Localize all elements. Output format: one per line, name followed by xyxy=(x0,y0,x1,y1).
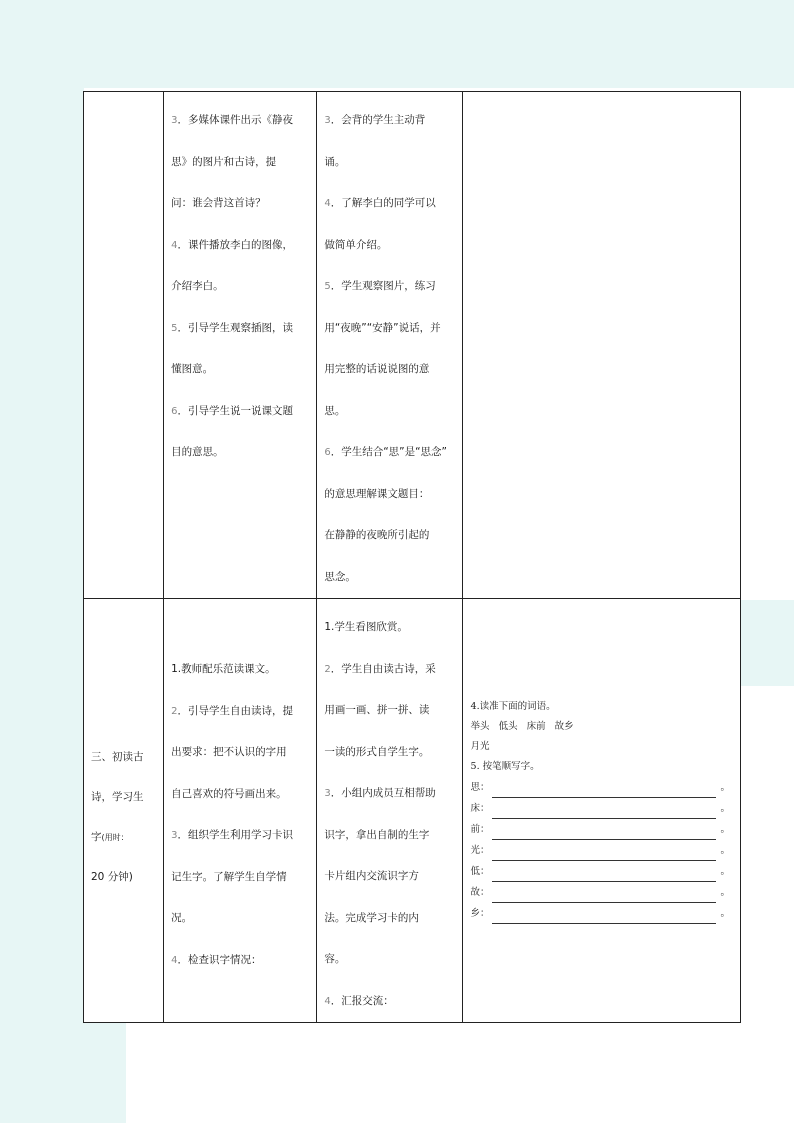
background-band-bottom xyxy=(84,1010,126,1123)
text-line xyxy=(324,898,455,940)
item-number: 5 xyxy=(171,322,178,334)
item-text: 1.教师配乐范读课文。 xyxy=(171,663,276,675)
text-line xyxy=(324,732,455,774)
item-number: 6 xyxy=(324,447,331,458)
item-text: ．检查识字情况： xyxy=(177,953,262,966)
table-row xyxy=(84,599,741,1023)
item-text: ．引导学生自由读诗，提 xyxy=(177,704,293,717)
character-label: 乡： xyxy=(470,908,490,919)
item-number: 4 xyxy=(171,239,178,251)
item-text: 的意思理解课文题目： xyxy=(324,487,430,500)
item-text: 懂图意。 xyxy=(171,363,214,375)
item-text: 介绍李白。 xyxy=(171,280,224,292)
end-mark: 。 xyxy=(720,782,730,793)
text-line xyxy=(171,349,310,391)
text-line xyxy=(324,225,455,267)
text-line xyxy=(324,815,455,857)
text-line xyxy=(171,898,310,940)
text-line xyxy=(171,432,310,474)
item-text: 一读的形式自学生字。 xyxy=(324,745,430,758)
text-line xyxy=(171,308,310,350)
text-line xyxy=(171,649,310,691)
end-mark: 。 xyxy=(720,824,730,835)
text-line xyxy=(171,183,310,225)
item-text: 用完整的话说说图的意 xyxy=(324,363,430,375)
writing-row xyxy=(471,819,730,840)
character-label: 床： xyxy=(470,803,490,814)
text-line xyxy=(171,774,310,816)
item-text: 法。完成学习卡的内 xyxy=(324,911,419,924)
item-number: 3 xyxy=(324,115,331,126)
item-text: 用画一画、拼一拼、读 xyxy=(324,704,430,716)
item-text: ．学生观察图片，练习 xyxy=(330,280,436,292)
item-text: 问：谁会背这首诗？ xyxy=(171,197,266,209)
teacher-activity-cell xyxy=(164,92,317,599)
writing-blank[interactable] xyxy=(492,826,716,840)
item-text: 记生字。了解学生自学情 xyxy=(171,870,287,883)
item-number: 3 xyxy=(171,830,178,841)
item-text: ．小组内成员互相帮助 xyxy=(330,787,436,799)
character-label: 光： xyxy=(470,845,490,856)
end-mark: 。 xyxy=(720,887,730,898)
text-line xyxy=(171,142,310,184)
text-line xyxy=(171,266,310,308)
item-number: 3 xyxy=(324,788,331,799)
writing-row xyxy=(471,777,730,798)
student-activity-cell xyxy=(317,599,462,1023)
exercise-title: 4.读准下面的词语。 xyxy=(470,701,556,712)
text-line xyxy=(171,732,310,774)
character-label: 故： xyxy=(470,887,490,898)
item-number: 2 xyxy=(171,705,178,717)
item-text: 自己喜欢的符号画出来。 xyxy=(171,787,287,800)
text-line xyxy=(324,690,455,732)
text-line xyxy=(324,183,455,225)
item-text: ．汇报交流： xyxy=(330,994,394,1007)
item-text: 卡片组内交流识字方 xyxy=(324,870,419,882)
text-line xyxy=(171,391,310,433)
text-line xyxy=(324,981,455,1023)
writing-blank[interactable] xyxy=(492,910,716,924)
item-text: ．引导学生说一说课文题 xyxy=(177,404,293,417)
text-line xyxy=(324,474,455,516)
stage-cell xyxy=(84,599,164,1023)
item-text: 用“夜晚”“安静”说话，并 xyxy=(324,321,441,334)
background-band-right xyxy=(740,600,794,686)
text-line xyxy=(324,391,455,433)
item-text: 做简单介绍。 xyxy=(324,238,388,251)
item-text: 况。 xyxy=(171,912,193,924)
item-text: 1.学生看图欣赏。 xyxy=(324,621,408,633)
item-text: 容。 xyxy=(324,953,346,965)
text-line xyxy=(171,857,310,899)
lesson-plan-table xyxy=(83,91,741,1023)
text-line xyxy=(324,308,455,350)
stage-label: 三、初读古 xyxy=(91,751,144,763)
end-mark: 。 xyxy=(720,866,730,877)
item-text: 出要求：把不认识的字用 xyxy=(171,746,287,758)
text-line xyxy=(324,939,455,981)
stage-label: 字(用时： xyxy=(91,831,129,843)
writing-blank[interactable] xyxy=(492,868,716,882)
item-number: 2 xyxy=(324,663,331,675)
item-text: 识字，拿出自制的生字 xyxy=(324,828,430,841)
text-line xyxy=(171,940,310,982)
text-line xyxy=(324,515,455,557)
writing-blank[interactable] xyxy=(492,847,716,861)
writing-row xyxy=(471,798,730,819)
item-text: ．课件播放李白的图像， xyxy=(177,238,293,251)
text-line xyxy=(324,607,455,649)
background-band-top xyxy=(0,0,794,88)
item-text: ．引导学生观察插图，读 xyxy=(177,321,293,334)
text-line xyxy=(324,557,455,599)
stage-label: 诗，学习生 xyxy=(91,791,144,803)
item-text: ．多媒体课件出示《静夜 xyxy=(177,114,293,126)
item-text: 思》的图片和古诗，提 xyxy=(171,155,277,168)
exercise-cell xyxy=(462,599,740,1023)
item-text: ．学生自由读古诗，采 xyxy=(330,662,436,675)
item-text: 思。 xyxy=(324,404,346,417)
character-label: 思： xyxy=(470,782,490,793)
text-line xyxy=(171,225,310,267)
student-activity-cell xyxy=(317,92,462,599)
character-label: 前： xyxy=(470,824,490,835)
item-number: 3 xyxy=(171,115,178,126)
character-label: 低： xyxy=(470,866,490,877)
text-line xyxy=(171,815,310,857)
item-number: 4 xyxy=(324,995,331,1007)
writing-blank[interactable] xyxy=(492,805,716,819)
item-text: 思念。 xyxy=(324,570,356,583)
table-row xyxy=(84,92,741,599)
item-number: 4 xyxy=(324,198,331,209)
text-line xyxy=(324,432,455,474)
item-text: ．学生结合“思”是“思念” xyxy=(330,446,447,458)
item-number: 4 xyxy=(171,954,178,966)
text-line xyxy=(324,100,455,142)
item-text: 诵。 xyxy=(324,155,346,168)
end-mark: 。 xyxy=(720,845,730,856)
stage-label: 20 分钟) xyxy=(91,871,133,883)
item-text: 目的意思。 xyxy=(171,446,224,458)
writing-blank[interactable] xyxy=(492,784,716,798)
end-mark: 。 xyxy=(720,803,730,814)
writing-row xyxy=(471,861,730,882)
teacher-activity-cell xyxy=(164,599,317,1023)
exercise-title: 5. 按笔顺写字。 xyxy=(470,761,540,772)
text-line xyxy=(324,856,455,898)
writing-blank[interactable] xyxy=(492,889,716,903)
item-text: ．组织学生利用学习卡识 xyxy=(177,829,293,841)
background-band-left xyxy=(0,88,84,1123)
end-mark: 。 xyxy=(720,908,730,919)
text-line xyxy=(324,773,455,815)
item-text: ．会背的学生主动背 xyxy=(330,114,426,126)
item-text: 在静静的夜晚所引起的 xyxy=(324,529,430,541)
text-line xyxy=(324,649,455,691)
notes-cell xyxy=(462,92,740,599)
writing-row xyxy=(471,882,730,903)
item-number: 6 xyxy=(171,405,178,417)
writing-row xyxy=(471,903,730,924)
item-text: ．了解李白的同学可以 xyxy=(330,197,436,209)
duration-label: (用时： xyxy=(101,833,129,842)
exercise-words: 月光 xyxy=(470,741,490,752)
text-line xyxy=(324,266,455,308)
exercise-words: 举头 低头 床前 故乡 xyxy=(470,721,574,732)
text-line xyxy=(324,142,455,184)
text-line xyxy=(324,349,455,391)
text-line xyxy=(171,100,310,142)
stage-cell xyxy=(84,92,164,599)
item-number: 5 xyxy=(324,281,331,292)
text-line xyxy=(171,691,310,733)
writing-row xyxy=(471,840,730,861)
